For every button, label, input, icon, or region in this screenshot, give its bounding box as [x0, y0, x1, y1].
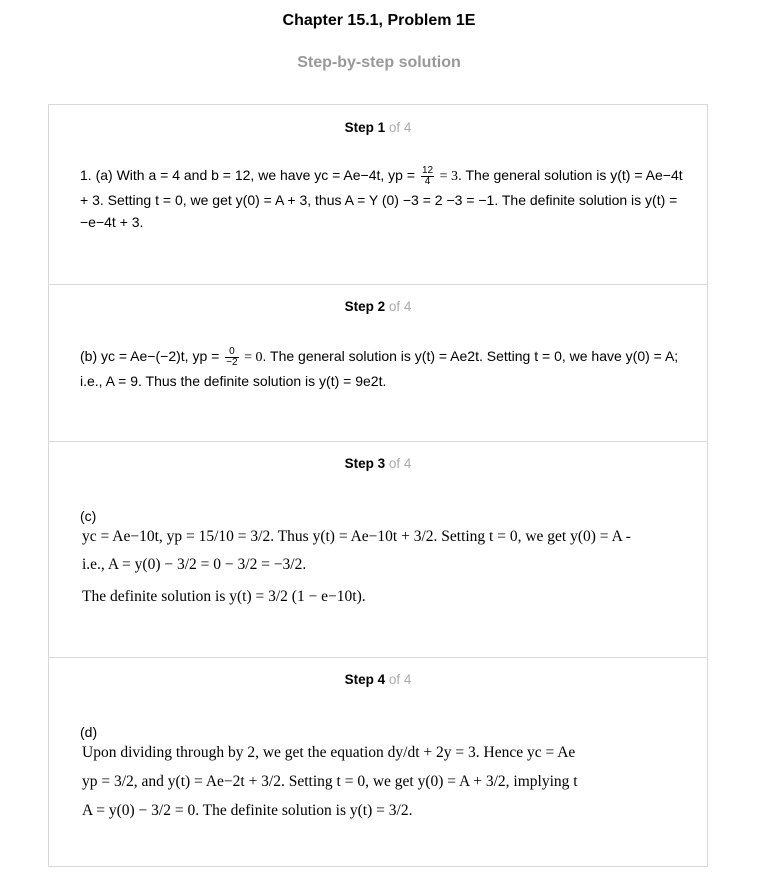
math-line: yc = Ae−10t, yp = 15/10 = 3/2. Thus y(t) = Ae−10t + 3/2. Setting t = 0, we get y(0) = A - [82, 528, 631, 545]
fraction-numerator: 0 [225, 347, 238, 358]
step-label: Step [344, 120, 378, 135]
math-line: The definite solution is y(t) = 3/2 (1 − e−10t). [82, 588, 366, 605]
step-number: 1 [377, 120, 386, 135]
step-of-total: of 4 [385, 120, 412, 135]
math-line: A = y(0) − 3/2 = 0. The definite solution is y(t) = 3/2. [82, 802, 413, 819]
fraction-result: = 3 [436, 169, 458, 184]
step-label: Step [344, 456, 378, 471]
step-label: Step [344, 672, 378, 687]
fraction-denominator: 4 [424, 175, 431, 187]
solution-card [48, 104, 708, 867]
step-number: 3 [377, 456, 386, 471]
step-text-part: (b) yc = Ae−(−2)t, yp = [80, 348, 224, 364]
step-number: 2 [377, 299, 386, 314]
fraction [225, 347, 238, 368]
step-text [80, 164, 690, 234]
math-line: i.e., A = y(0) − 3/2 = 0 − 3/2 = −3/2. [82, 556, 307, 573]
step-text [80, 345, 690, 392]
step-3 [49, 441, 707, 657]
step-of-total: of 4 [385, 672, 412, 687]
part-label: (d) [80, 724, 98, 740]
page-title: Chapter 15.1, Problem 1E [282, 12, 476, 29]
step-heading [49, 299, 707, 314]
math-line: yp = 3/2, and y(t) = Ae−2t + 3/2. Setting t = 0, we get y(0) = A + 3/2, implying t [82, 773, 578, 790]
step-2 [49, 284, 707, 441]
fraction-denominator: −2 [226, 356, 238, 368]
step-4 [49, 657, 707, 867]
step-of-total: of 4 [385, 299, 412, 314]
step-label: Step [344, 299, 378, 314]
step-text-part: . The general solution is y(t) = Ae2t. Setting t = 0, we have y(0) = A; i.e., A = 9. Thus the definite solution is y(t) = 9e2t. [80, 348, 679, 389]
step-of-total: of 4 [385, 456, 412, 471]
step-heading [49, 456, 707, 471]
step-number: 4 [377, 672, 386, 687]
math-line: Upon dividing through by 2, we get the equation dy/dt + 2y = 3. Hence yc = Ae [82, 744, 576, 761]
fraction [421, 166, 434, 187]
step-1 [49, 105, 707, 284]
step-heading [49, 120, 707, 135]
part-label: (c) [80, 508, 97, 524]
page-subtitle: Step-by-step solution [297, 54, 461, 71]
fraction-numerator: 12 [421, 164, 434, 176]
step-text-part: 1. (a) With a = 4 and b = 12, we have yc = Ae−4t, yp = [80, 167, 419, 183]
fraction-result: = 0 [240, 350, 263, 365]
step-heading [49, 672, 707, 687]
step-text-part: . The general solution is y(t) = Ae−4t + 3. Setting t = 0, we get y(0) = A + 3, thus A = Y (0) −3 = 2 −3 = −1. The definite solution is y(t) = −e−4t + 3. [80, 167, 683, 230]
